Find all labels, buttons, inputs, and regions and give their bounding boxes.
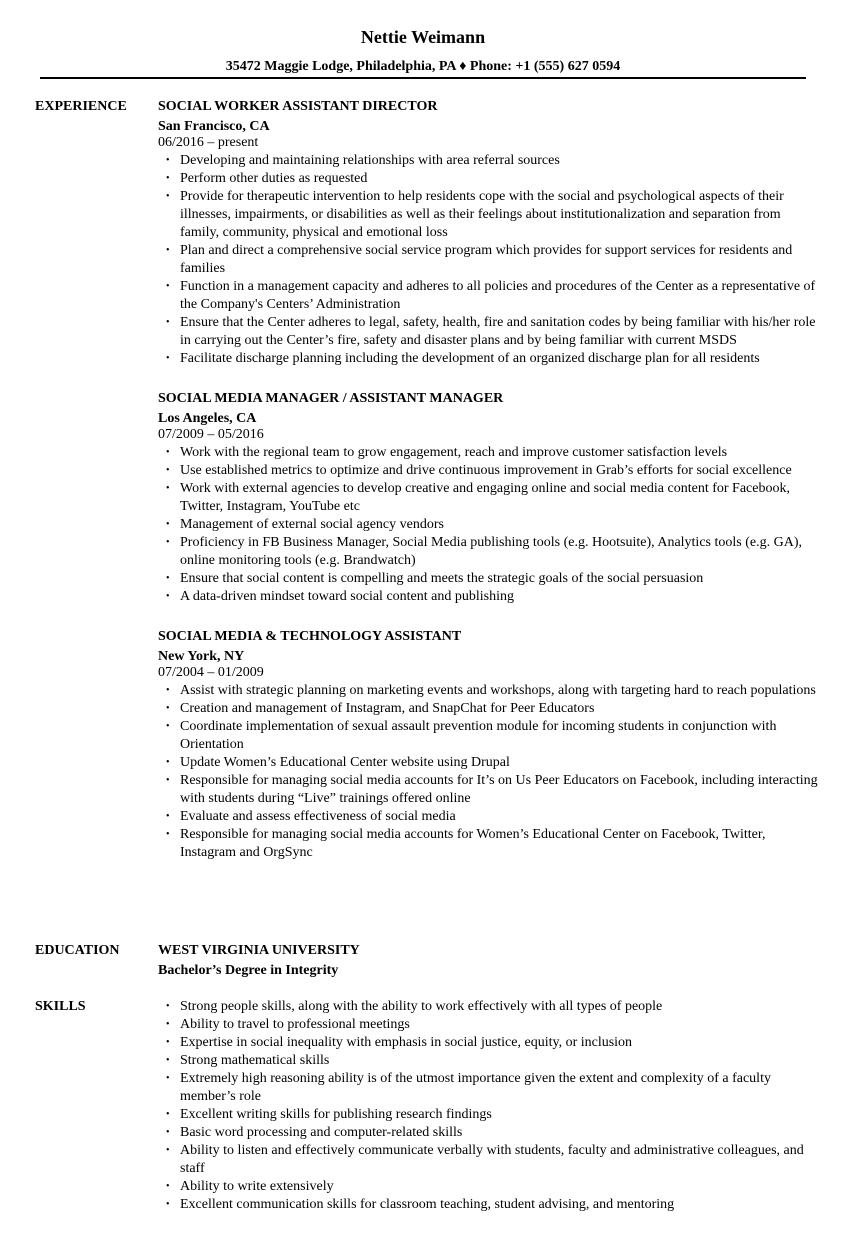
list-item	[158, 1070, 818, 1106]
bullet-text: Use established metrics to optimize and drive continuous improvement in Grab’s efforts for social excellence	[180, 463, 792, 478]
bullet-icon: •	[166, 1055, 170, 1066]
skill-text: Excellent communication skills for classroom teaching, student advising, and mentoring	[180, 1197, 675, 1212]
bullet-text: Proficiency in FB Business Manager, Social Media publishing tools (e.g. Hootsuite), Analytics tools (e.g. GA), online monitoring tools (e.g. Brandwatch)	[180, 535, 802, 568]
diamond-separator-icon: ♦	[459, 59, 467, 74]
bullet-text: Management of external social agency vendors	[180, 517, 444, 532]
bullet-icon: •	[166, 811, 170, 822]
list-item	[158, 462, 818, 480]
bullet-icon: •	[166, 353, 170, 364]
bullet-icon: •	[166, 519, 170, 530]
bullet-icon: •	[166, 447, 170, 458]
bullet-icon: •	[166, 1145, 170, 1156]
list-item	[158, 314, 818, 350]
bullet-text: Developing and maintaining relationships with area referral sources	[180, 153, 560, 168]
list-item	[158, 700, 818, 718]
job-location: San Francisco, CA	[158, 119, 270, 134]
list-item	[158, 152, 818, 170]
bullet-icon: •	[166, 173, 170, 184]
list-item	[158, 1106, 818, 1124]
candidate-name: Nettie Weimann	[360, 27, 486, 47]
list-item	[158, 278, 818, 314]
bullet-icon: •	[166, 703, 170, 714]
list-item	[158, 350, 818, 368]
school-name: WEST VIRGINIA UNIVERSITY	[158, 943, 360, 958]
job-entry	[158, 628, 818, 862]
address: 35472 Maggie Lodge, Philadelphia, PA	[225, 59, 456, 74]
job-location: New York, NY	[158, 649, 245, 664]
bullet-icon: •	[166, 721, 170, 732]
bullet-icon: •	[166, 1001, 170, 1012]
list-item	[158, 1178, 818, 1196]
job-title: SOCIAL MEDIA MANAGER / ASSISTANT MANAGER	[158, 391, 504, 406]
bullet-text: Work with the regional team to grow engagement, reach and improve customer satisfaction levels	[180, 445, 728, 460]
list-item	[158, 998, 818, 1016]
bullet-text: Ensure that the Center adheres to legal, safety, health, fire and sanitation codes by being familiar with his/her role in carrying out the Center’s fire, safety and disaster plans and by being familiar with current MSDS	[180, 315, 816, 348]
bullet-text: Creation and management of Instagram, and SnapChat for Peer Educators	[180, 701, 595, 716]
skills-list	[158, 998, 818, 1214]
list-item	[158, 516, 818, 534]
skill-text: Ability to travel to professional meetings	[180, 1017, 410, 1032]
list-item	[158, 588, 818, 606]
bullet-icon: •	[166, 155, 170, 166]
bullet-icon: •	[166, 829, 170, 840]
skill-text: Strong people skills, along with the ability to work effectively with all types of people	[180, 999, 663, 1014]
section-label-experience: EXPERIENCE	[35, 99, 127, 114]
bullet-icon: •	[166, 1181, 170, 1192]
experience-jobs	[158, 98, 818, 884]
list-item	[158, 808, 818, 826]
bullet-text: Provide for therapeutic intervention to help residents cope with the social and psychological aspects of their illnesses, impairments, or disabilities as well as their feelings about institutionalization and separation from family, community, physical and emotional loss	[180, 189, 784, 240]
bullet-text: Coordinate implementation of sexual assault prevention module for incoming students in conjunction with Orientation	[180, 719, 777, 752]
bullet-text: Assist with strategic planning on marketing events and workshops, along with targeting hard to reach populations	[180, 683, 816, 698]
phone: Phone: +1 (555) 627 0594	[469, 59, 621, 74]
bullet-icon: •	[166, 1127, 170, 1138]
list-item	[158, 534, 818, 570]
bullet-text: Function in a management capacity and adheres to all policies and procedures of the Center as a representative of the Company's Centers’ Administration	[180, 279, 816, 312]
section-label-skills: SKILLS	[35, 999, 86, 1014]
bullet-text: Ensure that social content is compelling and meets the strategic goals of the social persuasion	[180, 571, 704, 586]
bullet-icon: •	[166, 465, 170, 476]
bullet-text: A data-driven mindset toward social content and publishing	[180, 589, 514, 604]
list-item	[158, 754, 818, 772]
list-item	[158, 444, 818, 462]
job-title: SOCIAL WORKER ASSISTANT DIRECTOR	[158, 99, 438, 114]
list-item	[158, 242, 818, 278]
list-item	[158, 1196, 818, 1214]
bullet-icon: •	[166, 1199, 170, 1210]
bullet-icon: •	[166, 1073, 170, 1084]
job-entry	[158, 98, 818, 368]
list-item	[158, 1034, 818, 1052]
list-item	[158, 1142, 818, 1178]
bullet-text: Responsible for managing social media accounts for It’s on Us Peer Educators on Facebook, including interacting with students during “Live” trainings offered online	[180, 773, 818, 806]
skill-text: Expertise in social inequality with emphasis in social justice, equity, or inclusion	[180, 1035, 633, 1050]
list-item	[158, 480, 818, 516]
list-item	[158, 772, 818, 808]
list-item	[158, 1124, 818, 1142]
bullet-text: Facilitate discharge planning including the development of an organized discharge plan for all residents	[180, 351, 760, 366]
skills-body	[158, 998, 818, 1214]
bullet-icon: •	[166, 757, 170, 768]
job-entry	[158, 390, 818, 606]
bullet-icon: •	[166, 1109, 170, 1120]
bullet-icon: •	[166, 281, 170, 292]
job-location: Los Angeles, CA	[158, 411, 257, 426]
job-dates: 07/2004 – 01/2009	[158, 665, 264, 680]
skill-text: Basic word processing and computer-related skills	[180, 1125, 463, 1140]
list-item	[158, 570, 818, 588]
job-title: SOCIAL MEDIA & TECHNOLOGY ASSISTANT	[158, 629, 462, 644]
bullet-text: Perform other duties as requested	[180, 171, 368, 186]
list-item	[158, 1052, 818, 1070]
bullet-text: Work with external agencies to develop creative and engaging online and social media content for Facebook, Twitter, Instagram, YouTube etc	[180, 481, 790, 514]
bullet-icon: •	[166, 191, 170, 202]
header-divider	[40, 77, 806, 79]
bullet-icon: •	[166, 685, 170, 696]
bullet-text: Update Women’s Educational Center website using Drupal	[180, 755, 510, 770]
job-dates: 06/2016 – present	[158, 135, 259, 150]
contact-line	[0, 58, 846, 76]
job-bullets	[158, 444, 818, 606]
bullet-icon: •	[166, 1019, 170, 1030]
section-label-education: EDUCATION	[35, 943, 120, 958]
bullet-icon: •	[166, 317, 170, 328]
list-item	[158, 826, 818, 862]
bullet-icon: •	[166, 537, 170, 548]
bullet-text: Plan and direct a comprehensive social service program which provides for support services for residents and families	[180, 243, 793, 276]
bullet-icon: •	[166, 573, 170, 584]
bullet-icon: •	[166, 1037, 170, 1048]
bullet-icon: •	[166, 775, 170, 786]
skill-text: Extremely high reasoning ability is of the utmost importance given the extent and complexity of a faculty member’s role	[180, 1071, 771, 1104]
job-bullets	[158, 152, 818, 368]
job-dates: 07/2009 – 05/2016	[158, 427, 264, 442]
list-item	[158, 682, 818, 700]
bullet-text: Responsible for managing social media accounts for Women’s Educational Center on Facebook, Twitter, Instagram and OrgSync	[180, 827, 766, 860]
skill-text: Ability to listen and effectively communicate verbally with students, faculty and administrative colleagues, and staff	[180, 1143, 804, 1176]
bullet-icon: •	[166, 591, 170, 602]
degree: Bachelor’s Degree in Integrity	[158, 963, 339, 978]
list-item	[158, 170, 818, 188]
bullet-text: Evaluate and assess effectiveness of social media	[180, 809, 456, 824]
list-item	[158, 188, 818, 242]
education-body	[158, 942, 818, 980]
bullet-icon: •	[166, 245, 170, 256]
job-bullets	[158, 682, 818, 862]
bullet-icon: •	[166, 483, 170, 494]
list-item	[158, 1016, 818, 1034]
skill-text: Excellent writing skills for publishing research findings	[180, 1107, 492, 1122]
list-item	[158, 718, 818, 754]
skill-text: Strong mathematical skills	[180, 1053, 330, 1068]
skill-text: Ability to write extensively	[180, 1179, 334, 1194]
